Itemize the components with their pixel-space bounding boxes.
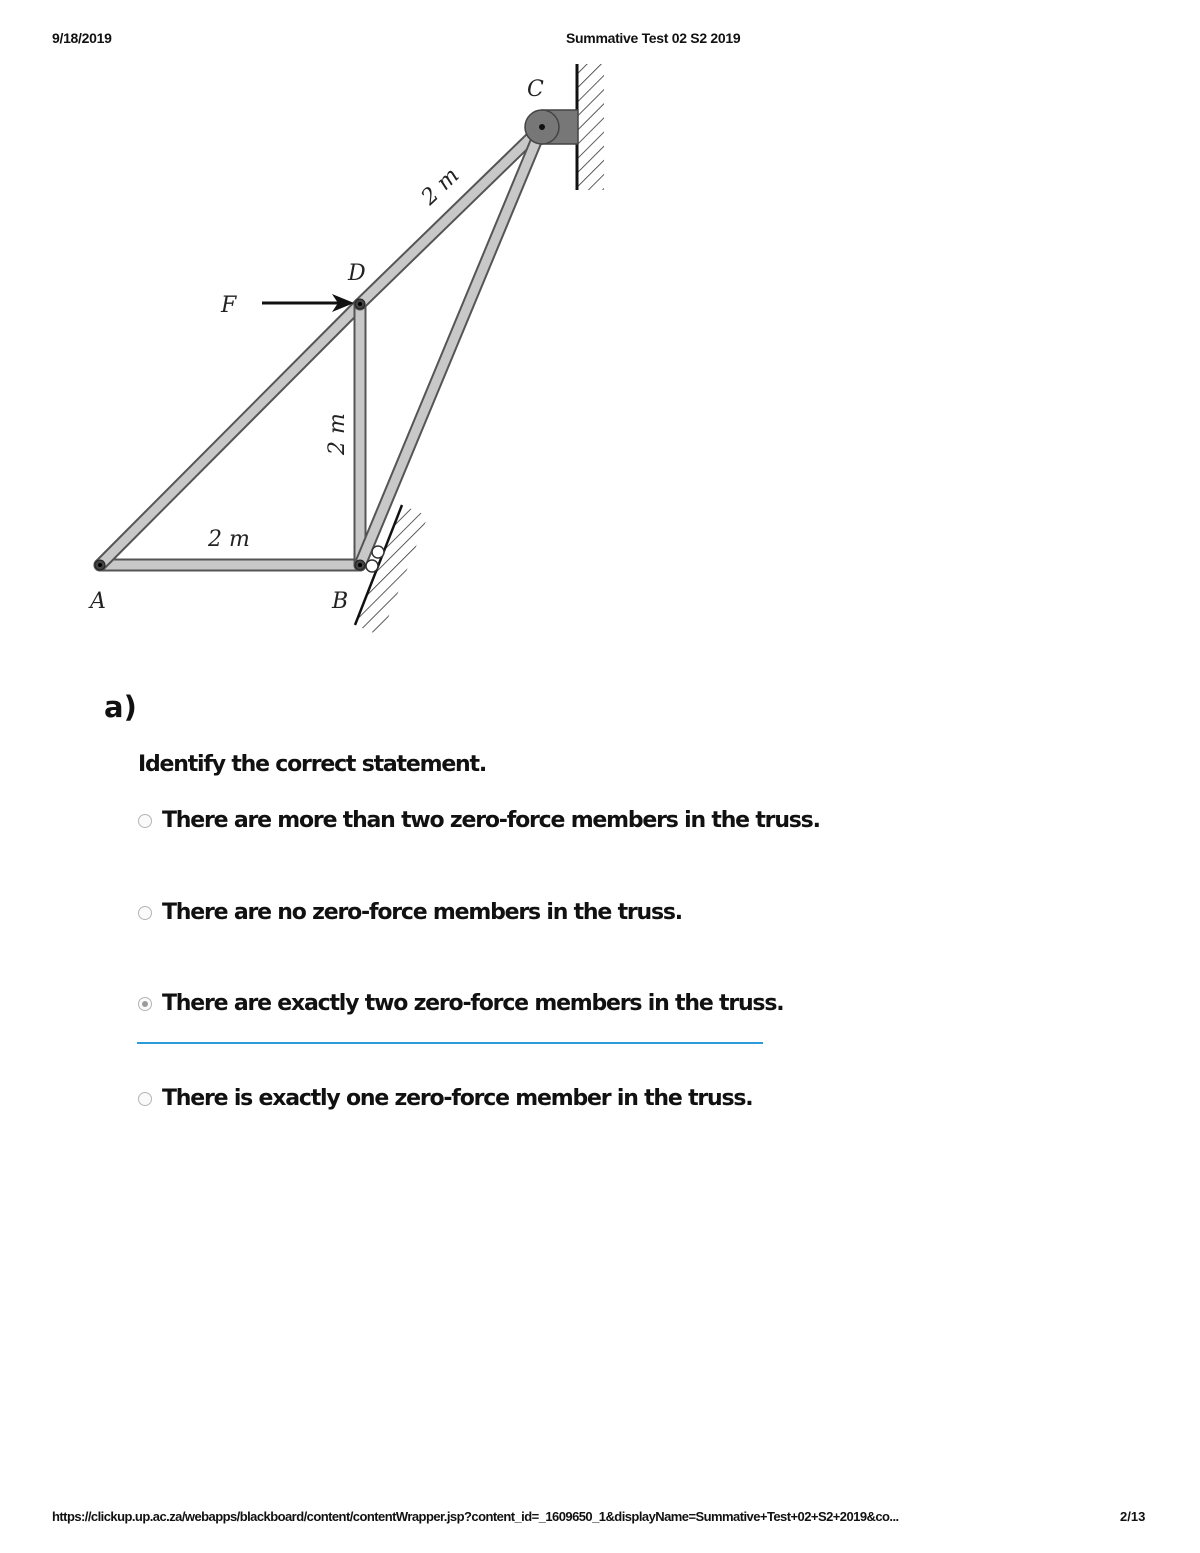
truss-diagram [0, 0, 1200, 680]
option-more-than-two[interactable] [138, 808, 820, 833]
label-c: C [527, 77, 544, 102]
option-text: There is exactly one zero-force member in the truss. [162, 1086, 753, 1111]
dim-bd: 2 m [325, 413, 350, 455]
print-date: 9/18/2019 [52, 30, 112, 46]
radio-button[interactable] [138, 814, 152, 828]
label-d: D [348, 261, 366, 286]
option-exactly-two[interactable] [138, 991, 783, 1016]
radio-button-selected[interactable] [138, 997, 152, 1011]
footer-url: https://clickup.up.ac.za/webapps/blackboard/content/contentWrapper.jsp?content_id=_1609650_1&displayName=Summative+Test+02+S2+2019&co... [52, 1509, 899, 1524]
option-text: There are exactly two zero-force members in the truss. [162, 991, 784, 1016]
wall-support-c [577, 64, 604, 190]
dim-ab: 2 m [208, 527, 250, 552]
force-arrow-f [262, 294, 354, 312]
option-text: There are more than two zero-force members in the truss. [162, 808, 820, 833]
label-f: F [221, 293, 237, 318]
radio-selected-dot [142, 1001, 148, 1007]
option-exactly-one[interactable] [138, 1086, 752, 1111]
question-prompt: Identify the correct statement. [138, 752, 486, 777]
pin-support-c [525, 110, 578, 144]
footer-page-number: 2/13 [1120, 1509, 1146, 1524]
option-text: There are no zero-force members in the truss. [162, 900, 682, 925]
option-none[interactable] [138, 900, 682, 925]
dim-dc: 2 m [416, 163, 465, 211]
label-b: B [332, 589, 349, 614]
radio-button[interactable] [138, 906, 152, 920]
question-label: a) [104, 690, 137, 724]
page-title: Summative Test 02 S2 2019 [566, 30, 741, 46]
radio-button[interactable] [138, 1092, 152, 1106]
label-a: A [90, 589, 106, 614]
truss-members [100, 127, 542, 565]
selected-answer-underline [137, 1042, 763, 1044]
